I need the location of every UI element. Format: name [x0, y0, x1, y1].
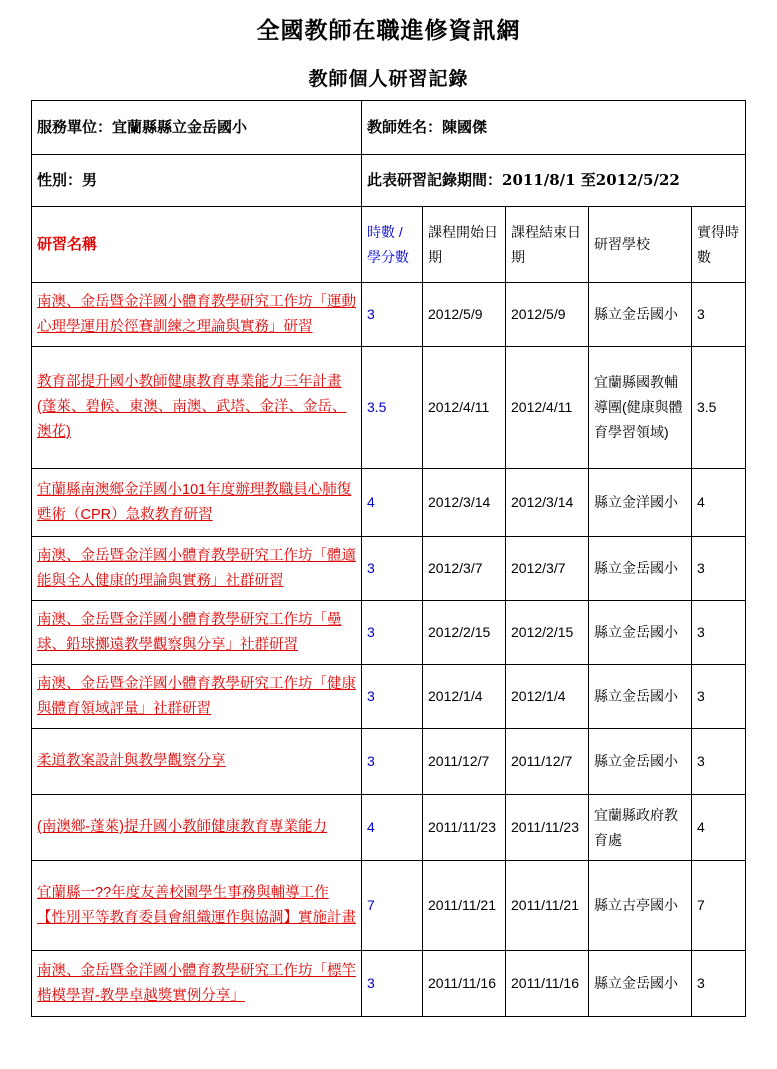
course-start-date: 2012/2/15	[423, 601, 506, 665]
course-school: 縣立金岳國小	[589, 283, 692, 347]
course-earned-hours: 3	[692, 665, 746, 729]
course-school: 宜蘭縣國教輔導團(健康與體育學習領域)	[589, 347, 692, 469]
course-end-date: 2011/11/16	[506, 951, 589, 1017]
course-school: 縣立金岳國小	[589, 729, 692, 795]
table-row	[32, 347, 746, 469]
course-school: 縣立金岳國小	[589, 951, 692, 1017]
course-end-date: 2011/11/21	[506, 861, 589, 951]
course-name-link[interactable]: 南澳、金岳暨金洋國小體育教學研究工作坊「體適能與全人健康的理論與實務」社群研習	[32, 537, 362, 601]
course-name-link[interactable]: 宜蘭縣一??年度友善校園學生事務與輔導工作【性別平等教育委員會組織運作與協調】實施計畫	[32, 861, 362, 951]
course-name-link[interactable]: 南澳、金岳暨金洋國小體育教學研究工作坊「壘球、鉛球擲遠教學觀察與分享」社群研習	[32, 601, 362, 665]
course-hours: 3	[362, 601, 423, 665]
course-name-link[interactable]: 南澳、金岳暨金洋國小體育教學研究工作坊「健康與體育領域評量」社群研習	[32, 665, 362, 729]
course-name-link[interactable]: 教育部提升國小教師健康教育專業能力三年計畫 (蓬萊、碧候、東澳、南澳、武塔、金洋、金岳、澳花)	[32, 347, 362, 469]
course-end-date: 2012/5/9	[506, 283, 589, 347]
course-earned-hours: 3	[692, 951, 746, 1017]
course-start-date: 2012/4/11	[423, 347, 506, 469]
course-end-date: 2012/2/15	[506, 601, 589, 665]
course-earned-hours: 3.5	[692, 347, 746, 469]
course-earned-hours: 3	[692, 601, 746, 665]
course-school: 縣立古亭國小	[589, 861, 692, 951]
column-header-end-date: 課程結束日期	[506, 207, 589, 283]
table-row	[32, 861, 746, 951]
column-header-course: 研習名稱	[32, 207, 362, 283]
course-name-link[interactable]: 南澳、金岳暨金洋國小體育教學研究工作坊「標竿楷模學習-教學卓越獎實例分享」	[32, 951, 362, 1017]
course-name-link[interactable]: 南澳、金岳暨金洋國小體育教學研究工作坊「運動心理學運用於徑賽訓練之理論與實務」研習	[32, 283, 362, 347]
table-row	[32, 729, 746, 795]
course-end-date: 2011/11/23	[506, 795, 589, 861]
gender: 性別：男	[32, 155, 362, 207]
table-row	[32, 283, 746, 347]
course-end-date: 2012/3/7	[506, 537, 589, 601]
course-start-date: 2012/3/7	[423, 537, 506, 601]
table-row	[32, 469, 746, 537]
course-end-date: 2012/4/11	[506, 347, 589, 469]
table-row	[32, 951, 746, 1017]
site-title: 全國教師在職進修資訊網	[256, 17, 521, 44]
course-earned-hours: 3	[692, 729, 746, 795]
table-row	[32, 665, 746, 729]
column-header-hours: 時數 / 學分數	[362, 207, 423, 283]
course-start-date: 2012/5/9	[423, 283, 506, 347]
course-start-date: 2011/11/23	[423, 795, 506, 861]
course-school: 縣立金洋國小	[589, 469, 692, 537]
course-name-link[interactable]: 宜蘭縣南澳鄉金洋國小101年度辦理教職員心肺復甦術（CPR）急救教育研習	[32, 469, 362, 537]
course-earned-hours: 4	[692, 795, 746, 861]
teacher-name: 教師姓名：陳國傑	[362, 101, 746, 155]
course-hours: 3	[362, 537, 423, 601]
course-hours: 4	[362, 469, 423, 537]
course-school: 宜蘭縣政府教育處	[589, 795, 692, 861]
column-header-school: 研習學校	[589, 207, 692, 283]
course-earned-hours: 7	[692, 861, 746, 951]
info-row-1	[32, 101, 746, 155]
course-school: 縣立金岳國小	[589, 665, 692, 729]
record-period: 此表研習記錄期間：2011/8/1 至2012/5/22	[362, 155, 746, 207]
records-table	[31, 100, 746, 1017]
column-header-start-date: 課程開始日期	[423, 207, 506, 283]
course-hours: 7	[362, 861, 423, 951]
course-end-date: 2012/1/4	[506, 665, 589, 729]
course-name-link[interactable]: (南澳鄉-蓬萊)提升國小教師健康教育專業能力	[32, 795, 362, 861]
course-end-date: 2011/12/7	[506, 729, 589, 795]
course-start-date: 2011/12/7	[423, 729, 506, 795]
course-hours: 3	[362, 665, 423, 729]
course-start-date: 2012/1/4	[423, 665, 506, 729]
course-earned-hours: 3	[692, 283, 746, 347]
service-unit: 服務單位：宜蘭縣縣立金岳國小	[32, 101, 362, 155]
info-row-2	[32, 155, 746, 207]
course-hours: 3	[362, 729, 423, 795]
column-header-earned-hours: 實得時數	[692, 207, 746, 283]
course-end-date: 2012/3/14	[506, 469, 589, 537]
table-row	[32, 601, 746, 665]
course-earned-hours: 4	[692, 469, 746, 537]
course-start-date: 2011/11/16	[423, 951, 506, 1017]
table-row	[32, 795, 746, 861]
course-hours: 3	[362, 283, 423, 347]
table-row	[32, 537, 746, 601]
course-school: 縣立金岳國小	[589, 537, 692, 601]
course-hours: 4	[362, 795, 423, 861]
course-start-date: 2012/3/14	[423, 469, 506, 537]
course-school: 縣立金岳國小	[589, 601, 692, 665]
course-name-link[interactable]: 柔道教案設計與教學觀察分享	[32, 729, 362, 795]
course-hours: 3.5	[362, 347, 423, 469]
course-earned-hours: 3	[692, 537, 746, 601]
course-hours: 3	[362, 951, 423, 1017]
course-start-date: 2011/11/21	[423, 861, 506, 951]
page-title: 教師個人研習記錄	[308, 68, 469, 90]
column-header-row	[32, 207, 746, 283]
